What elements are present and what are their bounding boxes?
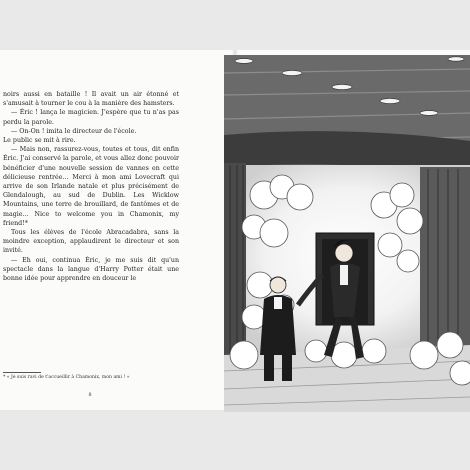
illustration-page [224, 55, 470, 412]
paragraph: — Mais non, rassurez-vous, toutes et tous, dit enfin Éric. J'ai conservé la parole, et vous allez donc pouvoir bénéficier d'une nouvelle session de vannes en cette délicieuse rentrée… Merci à mon ami Lovecraft qui arrive de son Irlande natale et plus précisément de Glendalough, au sud de Dublin. Les Wicklow Mountains, une terre de brouillard, de fantômes et de magie… Nice to welcome you in Chamonix, my friend!* [3, 146, 179, 227]
body-text [3, 90, 179, 283]
paragraph: — Éric ! lança le magicien. J'espère que tu n'as pas perdu la parole. [3, 109, 179, 126]
paragraph: Tous les élèves de l'école Abracadabra, sans la moindre exception, applaudirent le directeur et son invité. [3, 229, 179, 255]
paragraph: — On-On ! imita le directeur de l'école. [11, 127, 137, 135]
ceiling-light [380, 98, 400, 103]
paragraph: noirs aussi en bataille ! Il avait un air étonné et s'amusait à tourner le cou à la manière des hamsters. [3, 91, 179, 108]
ceiling-light [448, 57, 464, 61]
ceiling-light [282, 70, 302, 75]
page-number: 8 [88, 393, 92, 398]
ceiling-light [332, 84, 352, 89]
ceiling-light [235, 59, 253, 64]
stage-illustration [224, 55, 470, 412]
paragraph: Le public se mit à rire. [3, 137, 76, 145]
footnote-rule [3, 372, 41, 373]
footnote: * « Je suis ravi de t'accueillir à Chamonix, mon ami ! » [3, 375, 130, 380]
left-page [0, 50, 232, 410]
paragraph: — Eh oui, continua Éric, je me suis dit qu'un spectacle dans la langue d'Harry Potter était une bonne idée pour apprendre en douceur le [3, 256, 179, 283]
ceiling-light [420, 111, 438, 116]
